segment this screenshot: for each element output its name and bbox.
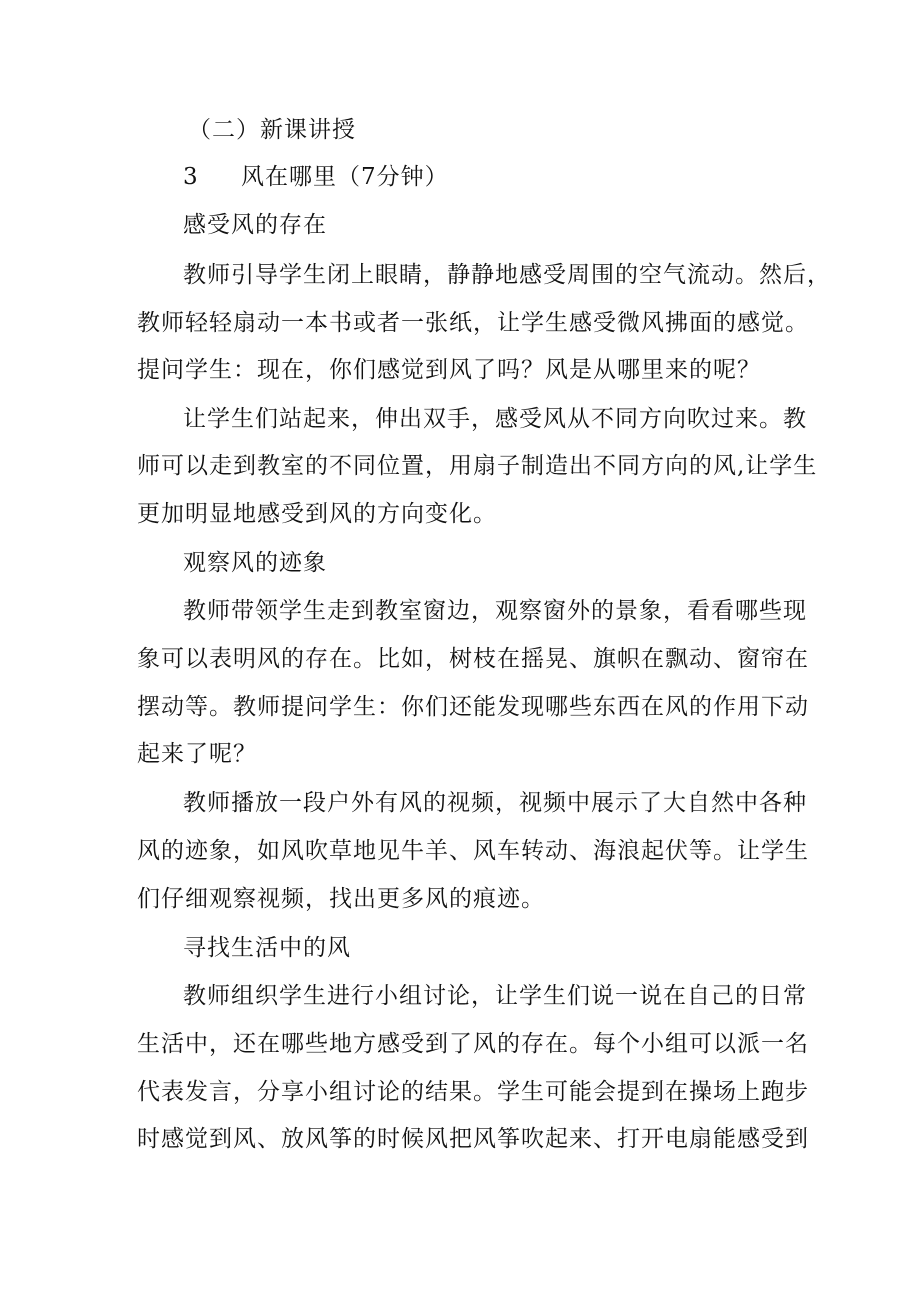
- paragraph-line: 象可以表明风的存在。比如，树枝在摇晃、旗帜在飘动、窗帘在: [137, 646, 809, 672]
- paragraph-line: 教师播放一段户外有风的视频，视频中展示了大自然中各种: [183, 790, 807, 816]
- paragraph-line: 师可以走到教室的不同位置，用扇子制造出不同方向的风,让学生: [137, 453, 818, 479]
- part1-heading: 感受风的存在: [183, 212, 327, 238]
- section-heading: （二）新课讲授: [188, 117, 356, 143]
- paragraph-line: 教师带领学生走到教室窗边，观察窗外的景象，看看哪些现: [183, 598, 807, 624]
- subsection-title: 风在哪里（7分钟）: [241, 164, 449, 190]
- paragraph-line: 代表发言，分享小组讨论的结果。学生可能会提到在操场上跑步: [137, 1079, 809, 1105]
- paragraph-line: 让学生们站起来，伸出双手，感受风从不同方向吹过来。教: [183, 406, 807, 432]
- paragraph-line: 教师组织学生进行小组讨论，让学生们说一说在自己的日常: [183, 983, 807, 1009]
- paragraph-line: 提问学生：现在，你们感觉到风了吗？风是从哪里来的呢？: [137, 357, 761, 383]
- subsection-heading: [183, 162, 449, 192]
- paragraph-line: 时感觉到风、放风筝的时候风把风筝吹起来、打开电扇能感受到: [137, 1126, 809, 1152]
- paragraph-line: 教师引导学生闭上眼睛，静静地感受周围的空气流动。然后，: [183, 262, 831, 288]
- paragraph-line: 更加明显地感受到风的方向变化。: [137, 501, 497, 527]
- subsection-number: 3: [183, 164, 199, 190]
- paragraph-line: 生活中，还在哪些地方感受到了风的存在。每个小组可以派一名: [137, 1031, 809, 1057]
- part3-heading: 寻找生活中的风: [183, 935, 351, 961]
- paragraph-line: 教师轻轻扇动一本书或者一张纸，让学生感受微风拂面的感觉。: [137, 310, 809, 336]
- part2-heading: 观察风的迹象: [183, 550, 327, 576]
- paragraph-line: 们仔细观察视频，找出更多风的痕迹。: [137, 886, 545, 912]
- paragraph-line: 起来了呢？: [137, 741, 257, 767]
- paragraph-line: 风的迹象，如风吹草地见牛羊、风车转动、海浪起伏等。让学生: [137, 838, 809, 864]
- paragraph-line: 摆动等。教师提问学生：你们还能发现哪些东西在风的作用下动: [137, 694, 809, 720]
